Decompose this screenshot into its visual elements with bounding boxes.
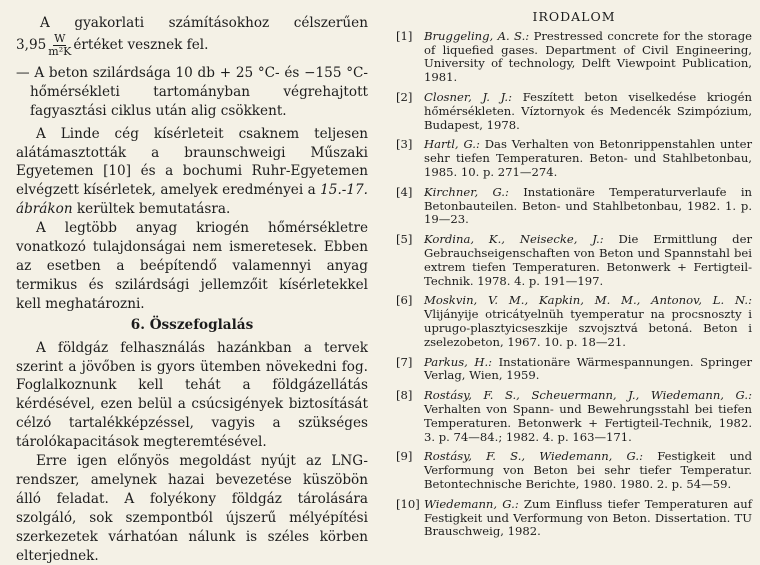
reference-body (424, 294, 752, 349)
intro-word: számításokhoz (168, 15, 270, 31)
reference-text: Die Ermittlung der Gebrauchseigenschaften von Beton und Spannstahl bei extrem tiefen Temperaturen. Betonwerk + Fertigteil-Technik. 1978. 4. p. 191—197. (424, 232, 752, 288)
linde-paragraph (16, 125, 368, 220)
value-line (16, 33, 368, 58)
linde-text-end: kerültek bemutatásra. (72, 201, 231, 218)
reference-number: [7] (396, 354, 413, 369)
intro-word: gyakorlati (74, 15, 145, 31)
reference-number: [3] (396, 137, 413, 152)
fraction-numerator: W (54, 31, 66, 45)
reference-item (396, 138, 752, 179)
unit-fraction (48, 33, 71, 58)
intro-line (16, 14, 368, 33)
material-paragraph: A legtöbb anyag kriogén hőmérsékletre vonatkozó tulajdonságai nem ismeretesek. Ebben az esetben a beépítendő valamennyi anyag termikus és szilárdsági jellemzőit kísérletekkel kell meghatározni. (16, 220, 368, 312)
reference-number: [10] (396, 496, 420, 511)
value-prefix: 3,95 (16, 36, 47, 53)
reference-body (424, 389, 752, 444)
reference-body (424, 30, 752, 85)
reference-text: Festigkeit und Verformung von Beton bei sehr tiefer Temperatur. Betontechnische Berichte, 1980. 1980. 2. p. 54—59. (424, 449, 752, 491)
reference-body (424, 91, 752, 132)
reference-number: [5] (396, 232, 413, 247)
linde-text: A Linde cég kísérleteit csaknem teljesen alátámasztották a braunschweigi Műszaki Egyetemen [10] és a bochumi Ruhr-Egyetemen elvégzett kísérletek, amelyek eredményei a (16, 125, 368, 199)
reference-body (424, 450, 752, 491)
reference-authors: Closner, J. J.: (424, 89, 513, 104)
reference-body (424, 186, 752, 227)
reference-item (396, 30, 752, 85)
reference-authors: Rostásy, F. S., Scheuermann, J., Wiedemann, G.: (424, 388, 752, 403)
reference-authors: Bruggeling, A. S.: (424, 28, 530, 43)
reference-item (396, 294, 752, 349)
reference-text: Zum Einfluss tiefer Temperaturen auf Festigkeit und Verformung von Beton. Dissertation. TU Brauschweig, 1982. (424, 496, 752, 539)
fraction-denominator: m²K (48, 44, 72, 58)
reference-item (396, 186, 752, 227)
intro-word: célszerűen (293, 15, 368, 31)
reference-text: Das Verhalten von Betonrippenstahlen unter sehr tiefen Temperaturen. Beton- und Stahlbetonbau, 1985. 10. p. 271—274. (424, 137, 752, 179)
references-title: IRODALOM (532, 9, 616, 24)
reference-authors: Kirchner, G.: (424, 184, 509, 199)
reference-text: Vlijányije otricátyelnüh tyemperatur na procsnoszty i uprugo-plasztyicseszkije szvojsztvá betoná. Beton i zselezobeton, 1967. 10. p. 18—21. (424, 307, 752, 349)
reference-authors: Moskvin, V. M., Kapkin, M. M., Antonov, L. N.: (424, 293, 752, 308)
reference-body (424, 233, 752, 288)
section-title: 6. Összefoglalás (130, 316, 254, 333)
left-column (16, 8, 368, 565)
reference-text: Feszített beton viselkedése kriogén hőmérsékleten. Víztornyok és Medencék Szimpózium, Budapest, 1978. (424, 89, 752, 132)
gas-paragraph: A földgáz felhasználás hazánkban a tervek szerint a jövőben is gyors ütemben növekedni fog. Foglalkoznunk kell tehát a földgázellátás kérdésével, ezen belül a csúcsigények biztosítását célzó tartalékképzéssel, vagyis a szükséges tárolókapacitások megteremtésével. (16, 339, 368, 451)
reference-number: [1] (396, 28, 413, 43)
reference-authors: Wiedemann, G.: (424, 496, 519, 511)
reference-number: [4] (396, 184, 413, 199)
intro-word: A (40, 15, 50, 31)
reference-body (424, 356, 752, 384)
reference-number: [9] (396, 449, 413, 464)
reference-body (424, 138, 752, 179)
reference-body (424, 498, 752, 539)
frost-paragraph: — A beton szilárdsága 10 db + 25 °C- és −155 °C-hőmérsékleti tartományban végrehajtott fagyasztási ciklus után alig csökkent. (16, 64, 368, 119)
reference-item (396, 498, 752, 539)
reference-text: Verhalten von Spann- und Bewehrungsstahl bei tiefen Temperaturen. Betonwerk + Fertigteil-Technik, 1982. 3. p. 74—84.; 1982. 4. p. 163—171. (424, 401, 752, 444)
reference-text: Instationäre Temperaturverlaufe in Betonbauteilen. Beton- und Stahlbetonbau, 1982. 1. p. 19—23. (424, 184, 752, 227)
right-column (396, 10, 752, 545)
reference-text: Instationäre Wärmespannungen. Springer Verlag, Wien, 1959. (424, 354, 753, 383)
reference-item (396, 389, 752, 444)
value-suffix: értéket vesznek fel. (73, 36, 209, 53)
reference-item (396, 356, 752, 384)
reference-text: Prestressed concrete for the storage of liquefied gases. Department of Civil Engineering, University of technology, Delft Viewpoint Publication, 1981. (424, 28, 752, 85)
reference-authors: Hartl, G.: (424, 137, 480, 152)
reference-item (396, 450, 752, 491)
reference-number: [6] (396, 293, 413, 308)
reference-item (396, 233, 752, 288)
reference-authors: Rostásy, F. S., Wiedemann, G.: (424, 449, 643, 464)
lng-paragraph: Erre igen előnyös megoldást nyújt az LNG-rendszer, amelynek hazai bevezetése küszöbön álló feladat. A folyékony földgáz tárolására szolgáló, sok szempontból újszerű mélyépítési szerkezetek várhatóan nálunk is széles körben elterjednek. (16, 453, 368, 564)
reference-list (396, 30, 752, 539)
reference-authors: Parkus, H.: (424, 354, 493, 369)
figure-reference: 15.-17. ábrákon (16, 182, 368, 218)
reference-number: [8] (396, 388, 413, 403)
reference-number: [2] (396, 89, 413, 104)
reference-item (396, 91, 752, 132)
reference-authors: Kordina, K., Neisecke, J.: (424, 232, 604, 247)
